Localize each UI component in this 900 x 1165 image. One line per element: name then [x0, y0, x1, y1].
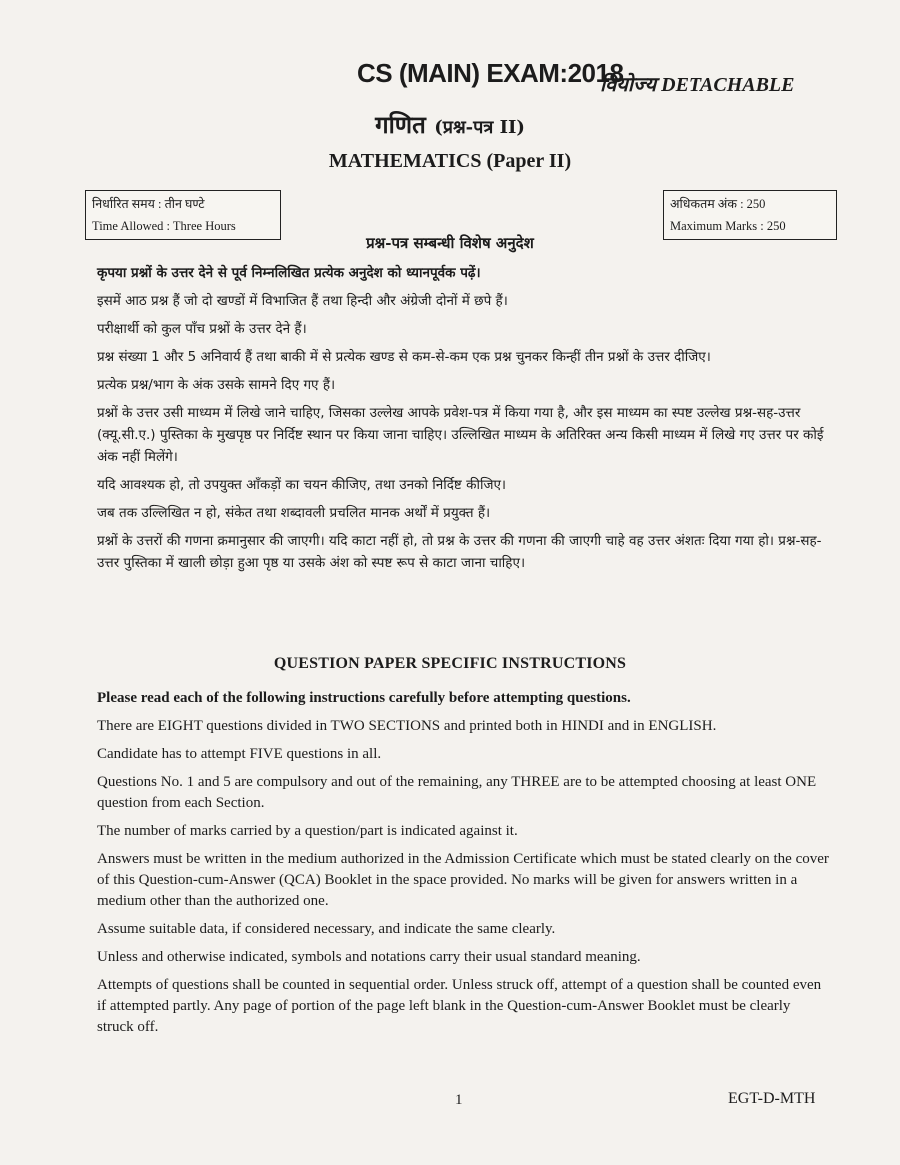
hindi-instruction-1: इसमें आठ प्रश्न हैं जो दो खण्डों में विभाजित हैं तथा हिन्दी और अंग्रेजी दोनों में छपे हैं।	[97, 293, 508, 309]
page-number: 1	[455, 1092, 463, 1108]
paper-code: EGT-D-MTH	[728, 1090, 816, 1107]
marks-english: Maximum Marks : 250	[670, 219, 786, 233]
hindi-instructions-heading: प्रश्न-पत्र सम्बन्धी विशेष अनुदेश	[366, 234, 534, 252]
english-instruction-6: Assume suitable data, if considered necessary, and indicate the same clearly.	[97, 921, 556, 937]
hindi-instructions	[97, 262, 830, 574]
subject-title-hindi	[0, 108, 900, 141]
english-instruction-1: There are EIGHT questions divided in TWO SECTIONS and printed both in HINDI and in ENGLISH.	[97, 718, 717, 734]
english-instructions-heading: QUESTION PAPER SPECIFIC INSTRUCTIONS	[273, 655, 627, 672]
hindi-instruction-7: जब तक उल्लिखित न हो, संकेत तथा शब्दावली प्रचलित मानक अर्थों में प्रयुक्त हैं।	[97, 505, 491, 521]
subject-hindi: गणित	[375, 110, 426, 139]
hindi-instruction-4: प्रत्येक प्रश्न/भाग के अंक उसके सामने दिए गए हैं।	[97, 377, 336, 393]
english-instruction-2: Candidate has to attempt FIVE questions in all.	[97, 746, 382, 762]
detachable-label: वियोज्य DETACHABLE	[600, 74, 795, 96]
hindi-instruction-2: परीक्षार्थी को कुल पाँच प्रश्नों के उत्तर देने हैं।	[97, 321, 307, 337]
exam-title: CS (MAIN) EXAM:2018	[357, 58, 624, 88]
english-instruction-4: The number of marks carried by a question/part is indicated against it.	[97, 823, 518, 839]
paper-hindi: (प्रश्न-पत्र II)	[434, 117, 525, 138]
hindi-instruction-8: प्रश्नों के उत्तरों की गणना क्रमानुसार की जाएगी। यदि काटा नहीं हो, तो प्रश्न के उत्तर की गणना की जाएगी चाहे वह उत्तर अंशतः दिया गया हो। प्रश्न-सह-उत्तर पुस्तिका में खाली छोड़ा हुआ पृष्ठ या उसके अंश को स्पष्ट रूप से काटा जाना चाहिए।	[97, 533, 822, 571]
english-instructions	[97, 688, 830, 1038]
hindi-intro: कृपया प्रश्नों के उत्तर देने से पूर्व निम्नलिखित प्रत्येक अनुदेश को ध्यानपूर्वक पढ़ें।	[97, 265, 481, 281]
hindi-instruction-3: प्रश्न संख्या 1 और 5 अनिवार्य हैं तथा बाकी में से प्रत्येक खण्ड से कम-से-कम एक प्रश्न चुनकर किन्हीं तीन प्रश्नों के उत्तर दीजिए।	[97, 349, 711, 365]
time-english: Time Allowed : Three Hours	[92, 219, 236, 233]
english-instruction-7: Unless and otherwise indicated, symbols and notations carry their usual standard meaning.	[97, 949, 641, 965]
hindi-instruction-5: प्रश्नों के उत्तर उसी माध्यम में लिखे जाने चाहिए, जिसका उल्लेख आपके प्रवेश-पत्र में किया गया है, और इस माध्यम का स्पष्ट उल्लेख प्रश्न-सह-उत्तर (क्यू.सी.ए.) पुस्तिका के मुखपृष्ठ पर निर्दिष्ट स्थान पर किया जाना चाहिए। उल्लिखित माध्यम के अतिरिक्त अन्य किसी माध्यम में लिखे गए उत्तर पर कोई अंक नहीं मिलेंगे।	[97, 405, 824, 465]
english-instruction-8: Attempts of questions shall be counted in sequential order. Unless struck off, attempt of a question shall be counted even if attempted partly. Any page of portion of the page left blank in the Question-cum-Answer Booklet must be clearly struck off.	[97, 977, 822, 1035]
english-intro: Please read each of the following instructions carefully before attempting questions.	[97, 690, 631, 706]
english-instruction-5: Answers must be written in the medium authorized in the Admission Certificate which must be stated clearly on the cover of this Question-cum-Answer (QCA) Booklet in the space provided. No marks will be given for answers written in a medium other than the authorized one.	[97, 851, 829, 909]
time-hindi: निर्धारित समय : तीन घण्टे	[92, 197, 205, 211]
marks-hindi: अधिकतम अंक : 250	[670, 197, 766, 211]
subject-title-english: MATHEMATICS (Paper II)	[328, 150, 572, 172]
hindi-instruction-6: यदि आवश्यक हो, तो उपयुक्त आँकड़ों का चयन कीजिए, तथा उनको निर्दिष्ट कीजिए।	[97, 477, 507, 493]
english-instruction-3: Questions No. 1 and 5 are compulsory and out of the remaining, any THREE are to be attempted choosing at least ONE question from each Section.	[97, 774, 817, 811]
